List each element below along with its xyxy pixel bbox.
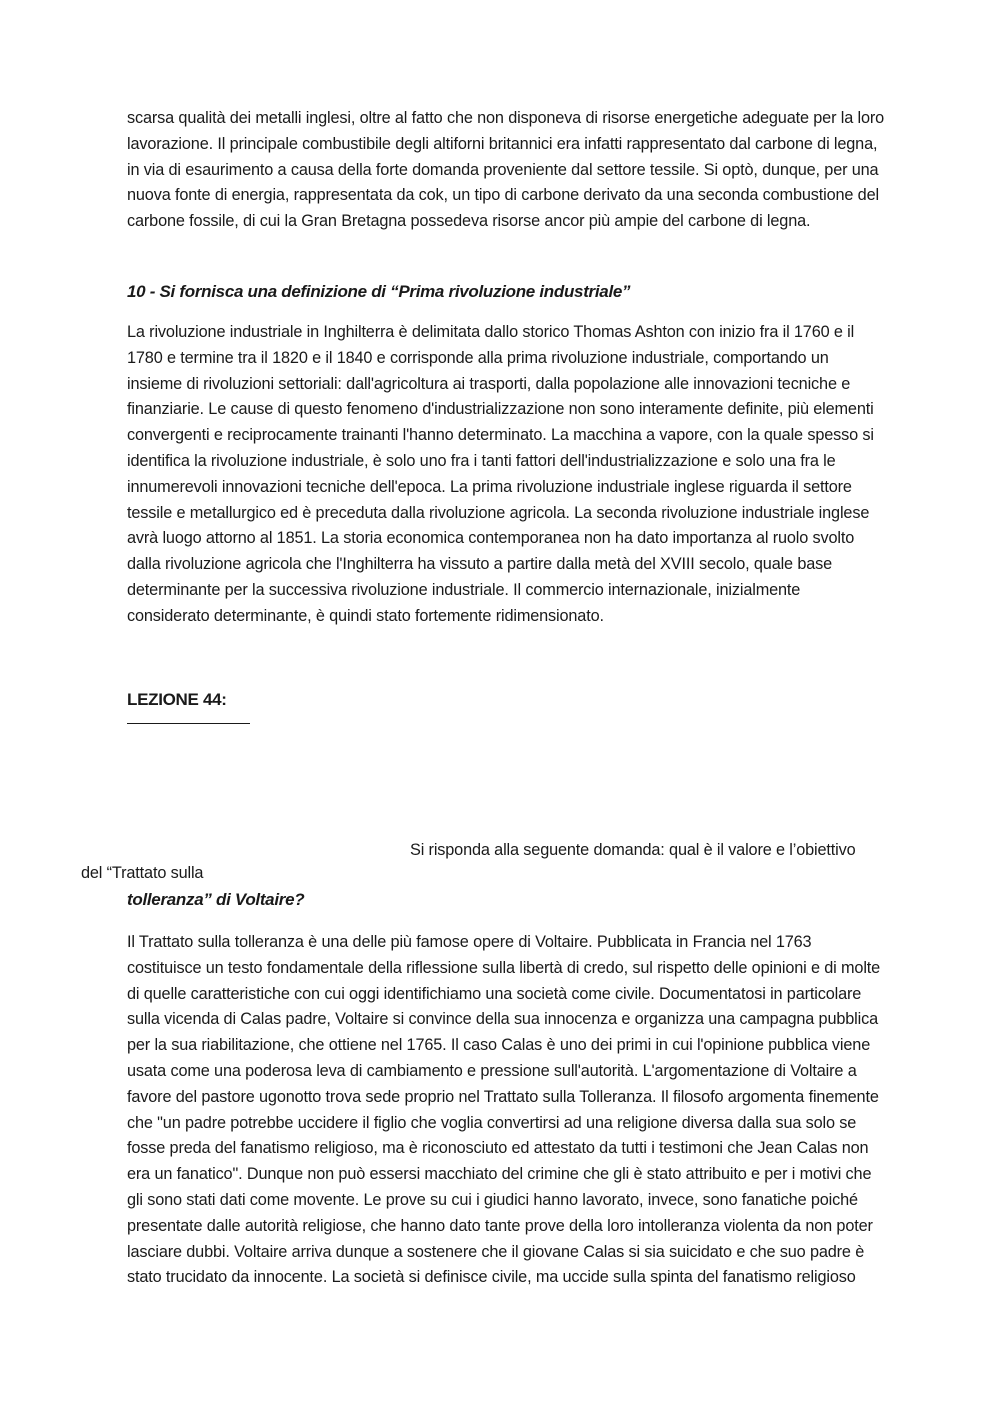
heading-underline (127, 723, 250, 724)
question-voltaire-line3: tolleranza” di Voltaire? (127, 890, 305, 909)
question-voltaire-line1: Si risponda alla seguente domanda: qual è il valore e l’obiettivo (410, 841, 856, 859)
answer-voltaire-paragraph: Il Trattato sulla tolleranza è una delle più famose opere di Voltaire. Pubblicata in Francia nel 1763 costituisce un testo fondamentale della riflessione sulla libertà di credo, sul rispetto delle opinioni e di molte di quelle caratteristiche con cui oggi identifichiamo una società come civile. Documentatosi in particolare sulla vicenda di Calas padre, Voltaire si convince della sua innocenza e organizza una campagna pubblica per la sua riabilitazione, che ottiene nel 1765. Il caso Calas è uno dei primi in cui l'opinione pubblica viene usata come una poderosa leva di cambiamento e pressione sull'autorità. L'argomentazione di Voltaire a favore del pastore ugonotto trova sede proprio nel Trattato sulla Tolleranza. Il filosofo argomenta finemente che "un padre potrebbe uccidere il figlio che voglia convertirsi ad una religione diversa dalla sua solo se fosse preda del fanatismo religioso, ma è riconosciuto ed attestato da tutti i testimoni che Jean Calas non era un fanatico". Dunque non può essersi macchiato del crimine che gli è stato attribuito e per i motivi che gli sono stati dati come movente. Le prove su cui i giudici hanno lavorato, invece, sono fanatiche poiché presentate dalle autorità religiose, che hanno dato tante prove della loro intolleranza violenta da non poter lasciare dubbi. Voltaire arriva dunque a sostenere che il giovane Calas si sia suicidato e che suo padre è stato trucidato da innocente. La società si definisce civile, ma uccide sulla spinta del fanatismo religioso (127, 933, 881, 1287)
question-voltaire-line2: del “Trattato sulla (81, 864, 204, 882)
lezione-heading: LEZIONE 44: (127, 690, 227, 709)
answer-10-paragraph: La rivoluzione industriale in Inghilterra è delimitata dallo storico Thomas Ashton con inizio fra il 1760 e il 1780 e termine tra il 1820 e il 1840 e corrisponde alla prima rivoluzione industriale, comportando un insieme di rivoluzioni settoriali: dall'agricoltura ai trasporti, dalla popolazione alle innovazioni tecniche e finanziarie. Le cause di questo fenomeno d'industrializzazione non sono interamente definite, più elementi convergenti e reciprocamente trainanti l'hanno determinato. La macchina a vapore, con la quale spesso si identifica la rivoluzione industriale, è solo uno fra i tanti fattori dell'industrializzazione e solo una fra le innumerevoli innovazioni tecniche dell'epoca. La prima rivoluzione industriale inglese riguarda il settore tessile e metallurgico ed è preceduta dalla rivoluzione agricola. La seconda rivoluzione industriale inglese avrà luogo attorno al 1851. La storia economica contemporanea non ha dato importanza al ruolo svolto dalla rivoluzione agricola che l'Inghilterra ha vissuto a partire dalla metà del XVIII secolo, quale base determinante per la successiva rivoluzione industriale. Il commercio internazionale, inizialmente considerato determinante, è quindi stato fortemente ridimensionato. (127, 323, 874, 625)
paragraph-intro: scarsa qualità dei metalli inglesi, oltre al fatto che non disponeva di risorse energetiche adeguate per la loro lavorazione. Il principale combustibile degli altiforni britannici era infatti rappresentato dal carbone di legna, in via di esaurimento a causa della forte domanda proveniente dal settore tessile. Si optò, dunque, per una nuova fonte di energia, rappresentata da cok, un tipo di carbone derivato da una seconda combustione del carbone fossile, di cui la Gran Bretagna possedeva risorse ancor più ampie del carbone di legna. (127, 109, 885, 231)
question-10-heading: 10 - Si fornisca una definizione di “Prima rivoluzione industriale” (127, 282, 631, 301)
